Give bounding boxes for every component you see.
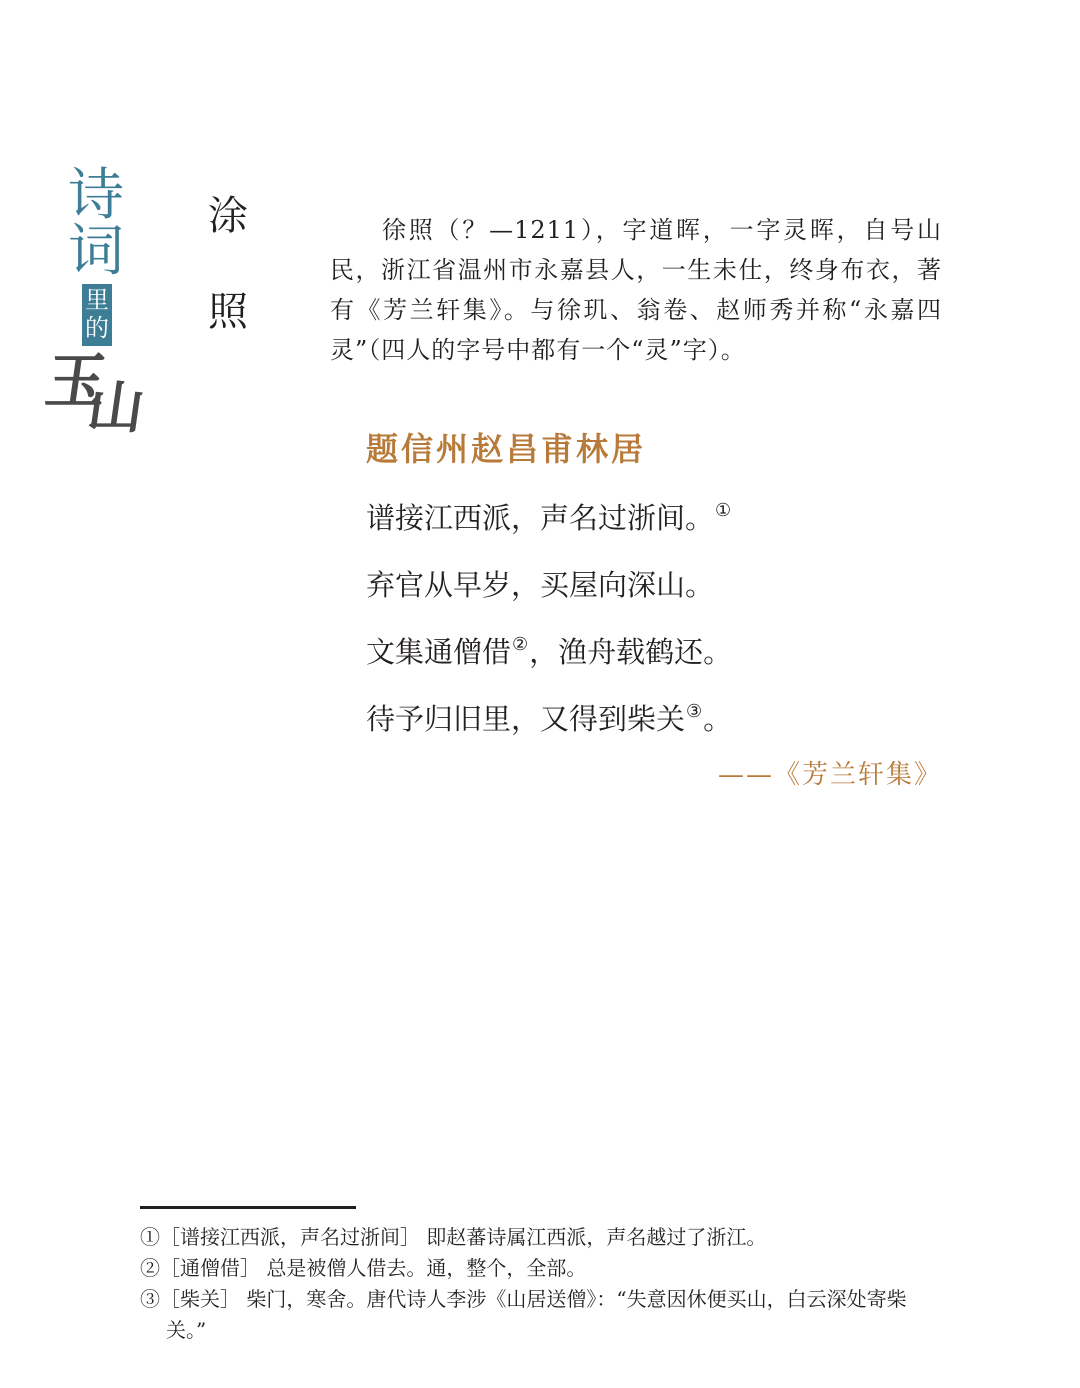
poem-body xyxy=(366,486,732,754)
footnote-divider xyxy=(140,1206,356,1209)
footnote-marker: ① xyxy=(715,500,732,521)
poem-line-text-end: ，渔舟载鹤还。 xyxy=(529,635,733,669)
footnote-item: ②［通僧借］ 总是被僧人借去。通，整个，全部。 xyxy=(140,1256,587,1280)
logo-box-char-2: 的 xyxy=(85,314,109,342)
book-logo xyxy=(41,163,149,448)
logo-calligraphy-char-1: 玉 xyxy=(41,347,111,417)
logo-box xyxy=(82,284,112,346)
author-biography: 徐照（？—1211），字道晖，一字灵晖，自号山民，浙江省温州市永嘉县人，一生未仕，终身布衣，著有《芳兰轩集》。与徐玑、翁卷、赵师秀并称“永嘉四灵”（四人的字号中都有一个“灵”字）。 xyxy=(330,216,942,364)
author-name-char-2: 照 xyxy=(208,289,248,335)
author-name-char-1: 涂 xyxy=(208,193,248,239)
footnotes xyxy=(140,1222,940,1346)
poem-line xyxy=(366,620,732,687)
poem-line xyxy=(366,486,732,553)
poem-line-text-end: 。 xyxy=(703,702,733,736)
poem-line xyxy=(366,687,732,754)
logo-char-1: 诗 xyxy=(68,163,124,228)
poem-title: 题信州赵昌甫林居 xyxy=(366,430,647,468)
footnote-marker: ③ xyxy=(686,701,703,722)
poem-line-text: 文集通僧借 xyxy=(366,635,512,669)
author-name xyxy=(200,193,256,335)
logo-calligraphy xyxy=(41,347,149,442)
footnote-item: ③［柴关］ 柴门，寒舍。唐代诗人李涉《山居送僧》：“失意因休便买山，白云深处寄柴关。” xyxy=(140,1287,907,1342)
poem-line-text: 待予归旧里，又得到柴关 xyxy=(366,702,686,736)
footnote-marker: ② xyxy=(512,634,529,655)
poem-line-text: 弃官从早岁，买屋向深山。 xyxy=(366,568,715,602)
poem-source: ——《芳兰轩集》 xyxy=(717,760,942,790)
logo-char-2: 词 xyxy=(68,219,124,284)
poem-line xyxy=(366,553,732,620)
poem-line-text: 谱接江西派，声名过浙间。 xyxy=(366,501,715,535)
logo-box-char-1: 里 xyxy=(85,286,109,314)
logo-calligraphy-char-2: 山 xyxy=(83,375,149,441)
footnote-item: ①［谱接江西派，声名过浙间］ 即赵蕃诗属江西派，声名越过了浙江。 xyxy=(140,1225,767,1249)
